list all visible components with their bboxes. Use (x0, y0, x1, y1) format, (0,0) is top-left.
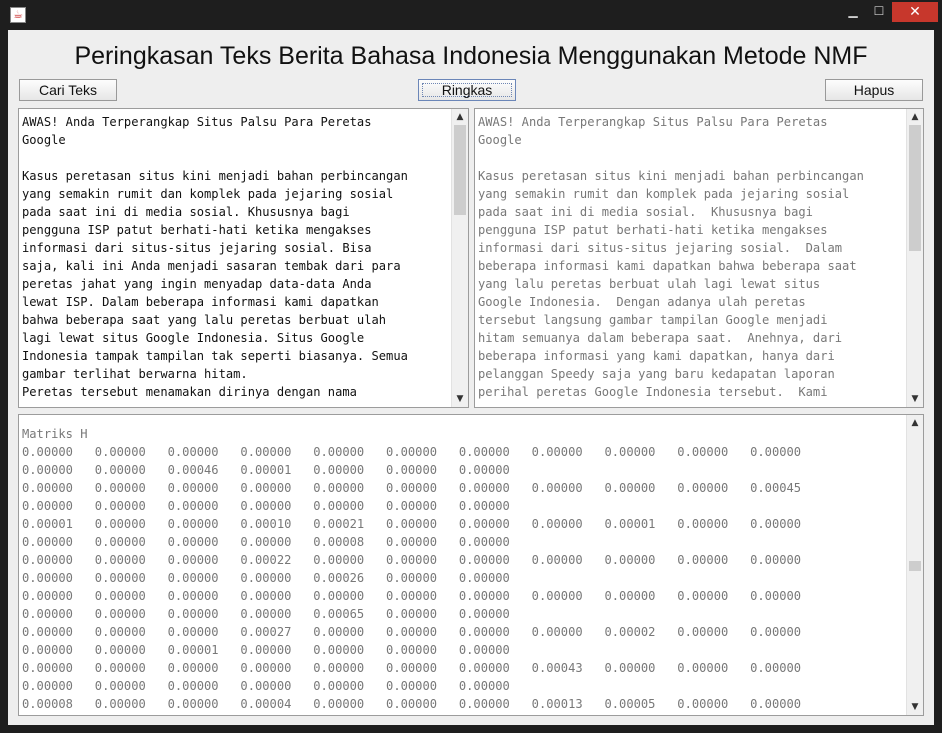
matrix-row: 0.00000 0.00000 0.00000 0.00000 0.00008 0.00000 0.00000 (22, 535, 510, 549)
matrix-row: 0.00000 0.00000 0.00000 0.00000 0.00000 0.00000 0.00000 0.00000 0.00000 0.00000 0.00000 (22, 589, 802, 603)
matrix-row: 0.00001 0.00000 0.00000 0.00010 0.00021 0.00000 0.00000 0.00000 0.00001 0.00000 0.00000 (22, 517, 802, 531)
matrix-label: Matriks H (22, 427, 88, 441)
matrix-row: 0.00000 0.00000 0.00000 0.00022 0.00000 0.00000 0.00000 0.00000 0.00000 0.00000 0.00000 (22, 553, 802, 567)
matrix-row: 0.00000 0.00000 0.00000 0.00000 0.00026 0.00000 0.00000 (22, 571, 510, 585)
scroll-down-icon[interactable]: ▼ (911, 702, 919, 712)
matrix-scrollbar[interactable] (906, 415, 923, 715)
scroll-thumb[interactable] (909, 125, 921, 251)
matrix-row: 0.00000 0.00000 0.00000 0.00027 0.00000 0.00000 0.00000 0.00000 0.00002 0.00000 0.00000 (22, 625, 802, 639)
close-icon[interactable]: ✕ (892, 2, 938, 22)
ringkas-button[interactable] (418, 79, 516, 101)
matrix-row: 0.00000 0.00000 0.00001 0.00000 0.00000 0.00000 0.00000 (22, 643, 510, 657)
scroll-thumb[interactable] (909, 561, 921, 571)
java-icon: ☕ (10, 7, 26, 23)
input-textarea[interactable]: AWAS! Anda Terperangkap Situs Palsu Para Peretas Google Kasus peretasan situs kini menjadi bahan perbincangan yang semakin rumit dan komplek pada jejaring sosial pada saat ini di media sosial. Khususnya bagi pengguna ISP patut berhati-hati ketika mengakses informasi dari situs-situs jejaring sosial. Bisa saja, kali ini Anda menjadi sasaran tembak dari para peretas jahat yang ingin menyadap data-data Anda lewat ISP. Dalam beberapa informasi kami dapatkan bahwa beberapa saat yang lalu peretas berbuat ulah lagi lewat situs Google Indonesia. Situs Google Indonesia tampak tampilan tak seperti biasanya. Semua gambar terlihat berwarna hitam. Peretas tersebut menamakan dirinya dengan nama (22, 115, 408, 399)
window-titlebar[interactable] (0, 0, 942, 30)
summary-scrollbar[interactable] (906, 109, 923, 407)
scroll-thumb[interactable] (454, 125, 466, 215)
matrix-row: 0.00000 0.00000 0.00000 0.00000 0.00000 0.00000 0.00000 0.00000 0.00000 0.00000 0.00045 (22, 481, 802, 495)
matrix-textarea[interactable] (22, 425, 905, 715)
app-title: Peringkasan Teks Berita Bahasa Indonesia Menggunakan Metode NMF (74, 42, 868, 70)
matrix-row: 0.00000 0.00000 0.00046 0.00001 0.00000 0.00000 0.00000 (22, 463, 510, 477)
input-text-pane[interactable] (18, 108, 469, 408)
scroll-up-icon[interactable]: ▲ (456, 112, 464, 122)
matrix-row: 0.00000 0.00000 0.00000 0.00000 0.00000 0.00000 0.00000 (22, 679, 510, 693)
summary-textarea[interactable]: AWAS! Anda Terperangkap Situs Palsu Para Peretas Google Kasus peretasan situs kini menjadi bahan perbincangan yang semakin rumit dan komplek pada jejaring sosial pada saat ini di media sosial. Khususnya bagi pengguna ISP patut berhati-hati ketika mengakses informasi dari situs-situs jejaring sosial. Dalam beberapa informasi kami dapatkan bahwa beberapa saat yang lalu peretas berbuat ulah lagi lewat situs Google Indonesia. Dengan adanya ulah peretas tersebut langsung gambar tampilan Google menjadi hitam semuanya dalam beberapa saat. Anehnya, dari beberapa informasi yang kami dapatkan, hanya dari pelanggan Speedy saja yang baru kedapatan laporan perihal peretas Google Indonesia tersebut. Kami (478, 115, 864, 399)
input-scrollbar[interactable] (451, 109, 468, 407)
matrix-row: 0.00000 0.00000 0.00000 0.00000 0.00065 0.00000 0.00000 (22, 607, 510, 621)
matrix-output-pane[interactable] (18, 414, 924, 716)
minimize-icon[interactable]: ▁ (848, 4, 858, 18)
scroll-down-icon[interactable]: ▼ (911, 394, 919, 404)
maximize-icon[interactable]: ☐ (873, 4, 885, 18)
scroll-down-icon[interactable]: ▼ (456, 394, 464, 404)
matrix-row: 0.00000 0.00000 0.00000 0.00000 0.00000 0.00000 0.00000 0.00000 0.00000 0.00000 0.00000 (22, 445, 802, 459)
scroll-up-icon[interactable]: ▲ (911, 112, 919, 122)
summary-text-pane[interactable] (474, 108, 924, 408)
matrix-row: 0.00008 0.00000 0.00000 0.00004 0.00000 0.00000 0.00000 0.00013 0.00005 0.00000 0.00000 (22, 697, 802, 711)
hapus-button[interactable]: Hapus (825, 79, 923, 101)
cari-teks-button[interactable]: Cari Teks (19, 79, 117, 101)
main-window (8, 30, 934, 725)
ringkas-label: Ringkas (441, 82, 493, 98)
matrix-row: 0.00000 0.00000 0.00000 0.00000 0.00000 0.00000 0.00000 (22, 499, 510, 513)
scroll-up-icon[interactable]: ▲ (911, 418, 919, 428)
matrix-row: 0.00000 0.00000 0.00000 0.00000 0.00000 0.00000 0.00000 0.00043 0.00000 0.00000 0.00000 (22, 661, 802, 675)
